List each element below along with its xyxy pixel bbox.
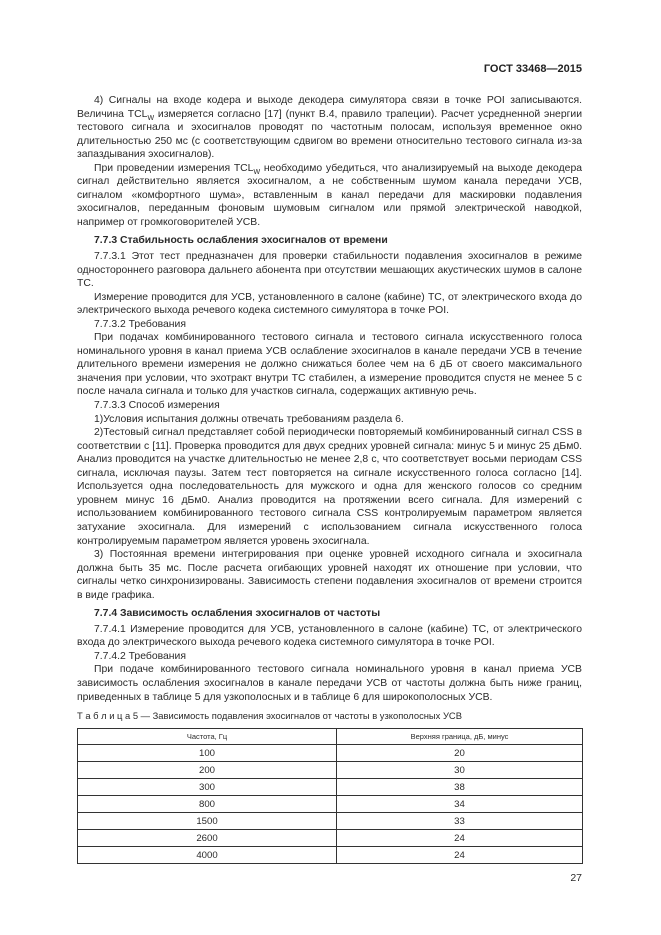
paragraph: При подаче комбинированного тестового сигнала номинального уровня в канал приема УСВ зависимость ослабления эхосигналов в канале передачи УСВ от частоты должна быть ниже границ, приведенных в таблице 5 для узкополосных и в таблице 6 для широкополосных УСВ.: [77, 664, 582, 703]
table-cell: 200: [78, 762, 337, 779]
text: необходимо убедиться, что анализируемый на выходе декодера сигнал действительно является эхосигналом, а не собственным шумом канала передачи УСВ, сигналом «комфортного шума», вставленным в канал передачи для маскировки подавления эхосигналов, переданным фоновым шумовым сигналом или прямой электрической наводкой, например от громкоговорителей УСВ.: [77, 162, 582, 228]
document-body: [77, 94, 582, 704]
table-cell: 30: [337, 762, 583, 779]
table-cell: 2600: [78, 830, 337, 847]
table-cell: 1500: [78, 813, 337, 830]
subscript: W: [253, 168, 261, 176]
table-cell: 300: [78, 779, 337, 796]
subsection-title: 7.7.3.3 Способ измерения: [94, 400, 220, 412]
subsection-title: 7.7.3.2 Требования: [94, 318, 186, 330]
subsection-title: 7.7.4.2 Требования: [94, 650, 186, 662]
table-cell: 33: [337, 813, 583, 830]
paragraph: [77, 94, 582, 162]
table-header-row: [78, 729, 583, 745]
document-header: ГОСТ 33468—2015: [483, 63, 582, 75]
table-cell: 20: [337, 745, 583, 762]
table-row: [78, 745, 583, 762]
list-item: 2)Тестовый сигнал представляет собой периодически повторяемый комбинированный сигнал CSS в соответствии с [11]. Проверка проводится для двух средних уровней сигнала: минус 5 и минус 25 дБм0. Анализ проводится на участке длительностью не менее 2,8 с, что соответствует восьми периодам CSS сигнала, исключая паузы. Затем тест повторяется на сигнале искусственного голоса согласно [14]. Используется одна последовательность для мужского и одна для женского голосов со средним уровнем минус 16 дБм0. Анализ проводится на протяжении всего сигнала. Для измерений с использованием комбинированного тестового сигнала CSS контролируемым параметром является затухание эхосигнала. Для измерений с использованием сигнала искусственного голоса контролируемым параметром является уровень эхосигнала.: [77, 427, 582, 547]
table-row: [78, 813, 583, 830]
paragraph: [77, 162, 582, 230]
text: измеряется согласно [17] (пункт B.4, правило трапеции). Расчет усредненной энергии тестового сигнала и эхосигналов проводят по частотным полосам, используя временное окно длительностью 250 мс (с соответствующим сдвигом во времени относительно тестового сигнала из-за запаздывания эхосигналов).: [77, 108, 583, 161]
column-header: Верхняя граница, дБ, минус: [337, 729, 583, 745]
section-heading: 7.7.3 Стабильность ослабления эхосигналов от времени: [94, 235, 388, 247]
text: 4) Сигналы на входе кодера и выходе декодера симулятора связи в точке POI записываются. Величина TCL: [77, 95, 582, 120]
table-row: [78, 830, 583, 847]
table-cell: 34: [337, 796, 583, 813]
table-cell: 800: [78, 796, 337, 813]
column-header: Частота, Гц: [78, 729, 337, 745]
table-row: [78, 796, 583, 813]
subscript: W: [147, 114, 155, 122]
table-row: [78, 779, 583, 796]
paragraph: Измерение проводится для УСВ, установленного в салоне (кабине) ТС, от электрического входа до электрического выхода речевого кодека системного симулятора в точке POI.: [77, 291, 582, 317]
paragraph: При подачах комбинированного тестового сигнала и тестового сигнала искусственного голоса номинального уровня в канал приема УСВ ослабление эхосигналов в канале передачи УСВ в течение длительного времени измерения не должно снижаться более чем на 6 дБ от своего максимального значения при условии, что эхотракт внутри ТС стабилен, а измерение проводится спустя не менее 5 с после начала сигнала и только для участков сигнала, содержащих активную речь.: [77, 332, 582, 398]
list-item: 1)Условия испытания должны отвечать требованиям раздела 6.: [94, 413, 404, 425]
table-caption: Т а б л и ц а 5 — Зависимость подавления эхосигналов от частоты в узкополосных УСВ: [77, 710, 462, 722]
table-cell: 24: [337, 847, 583, 864]
table-cell: 4000: [78, 847, 337, 864]
section-heading: 7.7.4 Зависимость ослабления эхосигналов от частоты: [94, 608, 381, 620]
table-cell: 38: [337, 779, 583, 796]
table-cell: 100: [78, 745, 337, 762]
table-row: [78, 762, 583, 779]
text: При проведении измерения TCL: [94, 162, 254, 174]
table-cell: 24: [337, 830, 583, 847]
table-row: [78, 847, 583, 864]
table-body: [78, 745, 583, 864]
page-number: 27: [570, 872, 582, 885]
list-item: 3) Постоянная времени интегрирования при оценке уровней исходного сигнала и эхосигнала должна быть 35 мс. После расчета огибающих уровней находят их отношение при условии, что сигналы четко синхронизированы. Зависимость степени подавления эхосигналов от времени строится в виде графика.: [77, 549, 582, 601]
paragraph: 7.7.3.1 Этот тест предназначен для проверки стабильности подавления эхосигналов в режиме одностороннего разговора дальнего абонента при отсутствии мешающих акустических шумов в салоне ТС.: [77, 251, 582, 290]
frequency-table: [77, 728, 583, 864]
paragraph: 7.7.4.1 Измерение проводится для УСВ, установленного в салоне (кабине) ТС, от электрического входа до электрического выхода речевого кодека системного симулятора в точке POI.: [77, 623, 582, 649]
